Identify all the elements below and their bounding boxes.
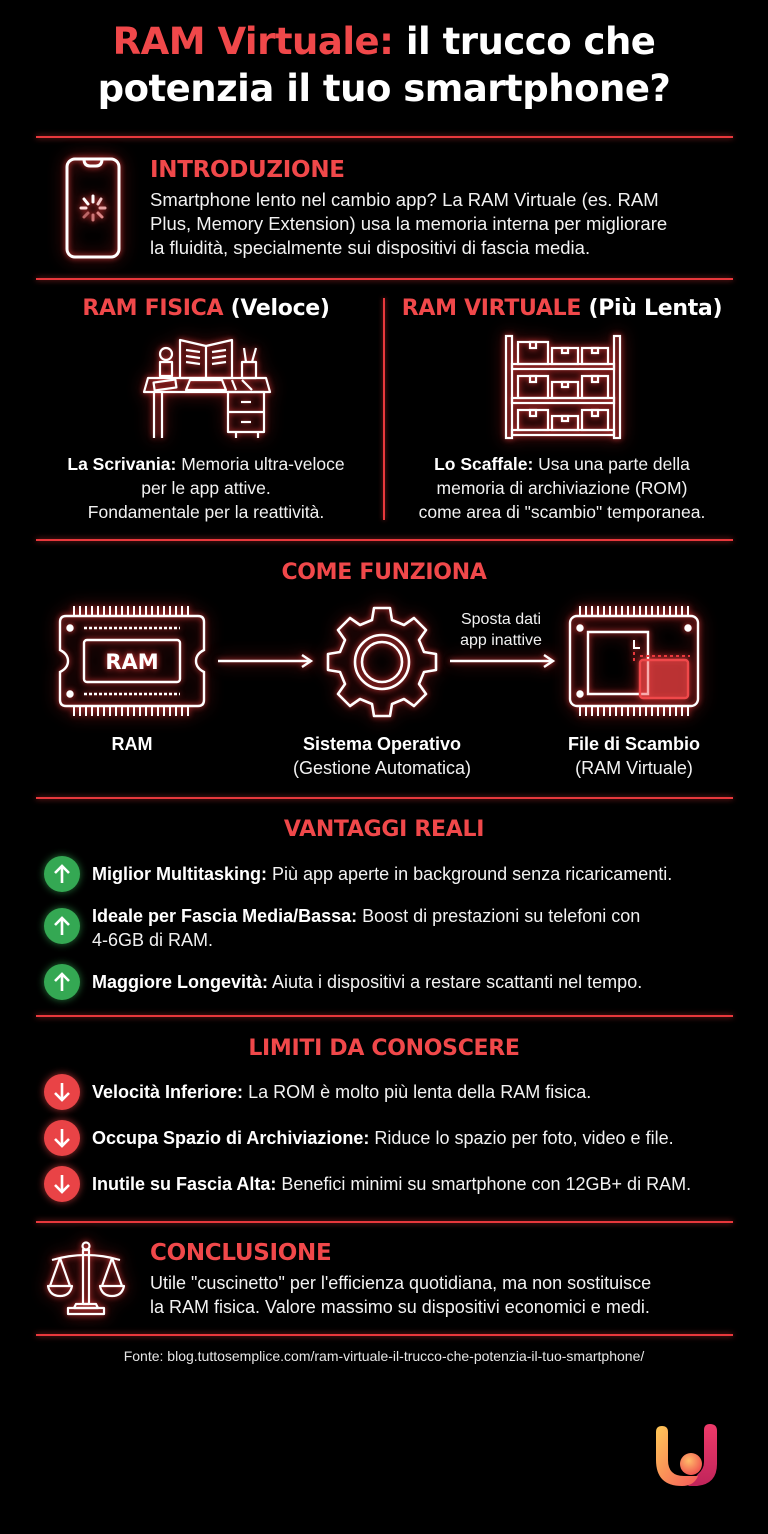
- conclusion-line: Utile "cuscinetto" per l'efficienza quotidiana, ma non sostituisce: [150, 1273, 652, 1293]
- step-ram: [56, 732, 208, 756]
- heading-white: (Veloce): [223, 296, 330, 321]
- desc-text: memoria di archiviazione (ROM): [436, 478, 688, 498]
- step-title: Sistema Operativo: [302, 734, 462, 754]
- desc-text: Usa una parte della: [533, 454, 690, 474]
- con-bold: Occupa Spazio di Archiviazione:: [92, 1128, 370, 1148]
- arrow-label-line: Sposta dati: [460, 611, 542, 628]
- step-title: File di Scambio: [567, 734, 701, 754]
- con-text: Riduce lo spazio per foto, video e file.: [369, 1128, 674, 1148]
- arrow-up-icon: [44, 908, 80, 944]
- vertical-divider: [383, 298, 385, 520]
- tuttosemplice-logo: [652, 1424, 724, 1499]
- pro-bold: Ideale per Fascia Media/Bassa:: [92, 906, 358, 926]
- shelf-icon: [504, 334, 622, 445]
- ram-fisica-desc: [36, 452, 376, 524]
- desc-text: Memoria ultra-veloce: [176, 454, 345, 474]
- step-swap: [544, 732, 724, 780]
- pros-heading: VANTAGGI REALI: [283, 817, 485, 842]
- heading-red: RAM FISICA: [82, 296, 224, 321]
- smartphone-loading-icon: [64, 156, 122, 265]
- intro-heading: INTRODUZIONE: [150, 157, 345, 183]
- con-text: Benefici minimi su smartphone con 12GB+ di RAM.: [276, 1174, 692, 1194]
- how-heading: COME FUNZIONA: [281, 560, 487, 585]
- gear-icon: [324, 604, 440, 725]
- ram-virtuale-panel: [392, 296, 732, 321]
- page-title: [0, 18, 768, 112]
- title-highlight: RAM Virtuale:: [112, 20, 394, 63]
- arrow-label: [448, 609, 554, 651]
- heading-red: RAM VIRTUALE: [401, 296, 582, 321]
- intro-line: Smartphone lento nel cambio app? La RAM Virtuale (es. RAM: [150, 189, 659, 210]
- step-os: [262, 732, 502, 780]
- divider: [36, 539, 733, 541]
- scales-icon: [46, 1240, 126, 1323]
- pro-text: Aiuta i dispositivi a restare scattanti nel tempo.: [268, 972, 643, 992]
- desc-text: come area di "scambio" temporanea.: [418, 502, 706, 522]
- pro-text: Più app aperte in background senza ricaricamenti.: [267, 864, 673, 884]
- step-sub: (RAM Virtuale): [575, 758, 693, 778]
- step-title: RAM: [111, 734, 153, 754]
- conclusion-text: [150, 1271, 740, 1319]
- divider: [36, 1015, 733, 1017]
- desc-text: Fondamentale per la reattività.: [87, 502, 325, 522]
- pro-item: [44, 964, 642, 1000]
- con-text: La ROM è molto più lenta della RAM fisica.: [243, 1082, 592, 1102]
- ram-virtuale-heading: [392, 296, 732, 321]
- ram-virtuale-desc: [392, 452, 732, 524]
- title-line-2: potenzia il tuo smartphone?: [97, 67, 671, 110]
- conclusion-line: la RAM fisica. Valore massimo su dispositivi economici e medi.: [150, 1297, 650, 1317]
- source-link[interactable]: Fonte: blog.tuttosemplice.com/ram-virtuale-il-trucco-che-potenzia-il-tuo-smartphone/: [123, 1348, 645, 1364]
- ram-chip-icon: [56, 604, 208, 723]
- arrow-down-icon: [44, 1074, 80, 1110]
- con-item: [44, 1166, 691, 1202]
- divider: [36, 1221, 733, 1223]
- arrow-down-icon: [44, 1120, 80, 1156]
- pro-bold: Maggiore Longevità:: [92, 972, 269, 992]
- desc-bold: La Scrivania:: [67, 454, 177, 474]
- con-item: [44, 1120, 674, 1156]
- con-item: [44, 1074, 591, 1110]
- arrow-up-icon: [44, 856, 80, 892]
- con-bold: Velocità Inferiore:: [92, 1082, 244, 1102]
- ram-fisica-panel: [36, 296, 376, 321]
- heading-white: (Più Lenta): [581, 296, 723, 321]
- divider: [36, 797, 733, 799]
- arrow-down-icon: [44, 1166, 80, 1202]
- desc-bold: Lo Scaffale:: [434, 454, 534, 474]
- desc-text: per le app attive.: [141, 478, 271, 498]
- pro-text: 4-6GB di RAM.: [92, 930, 214, 950]
- divider: [36, 278, 733, 280]
- intro-line: Plus, Memory Extension) usa la memoria interna per migliorare: [150, 213, 668, 234]
- arrow-icon: [218, 653, 314, 669]
- arrow-icon: [450, 653, 556, 669]
- ram-chip-label: RAM: [105, 650, 159, 674]
- pro-text: Boost di prestazioni su telefoni con: [357, 906, 641, 926]
- title-rest: il trucco che: [393, 20, 656, 63]
- step-sub: (Gestione Automatica): [292, 758, 472, 778]
- ram-fisica-heading: [36, 296, 376, 321]
- divider: [36, 136, 733, 138]
- desk-icon: [140, 332, 274, 447]
- intro-text: [150, 188, 730, 260]
- pro-item: [44, 908, 640, 952]
- pro-item: [44, 856, 672, 892]
- intro-line: la fluidità, specialmente sui dispositivi di fascia media.: [150, 237, 591, 258]
- pro-bold: Miglior Multitasking:: [92, 864, 267, 884]
- arrow-label-line: app inattive: [460, 632, 542, 649]
- con-bold: Inutile su Fascia Alta:: [92, 1174, 277, 1194]
- arrow-up-icon: [44, 964, 80, 1000]
- conclusion-heading: CONCLUSIONE: [150, 1240, 332, 1266]
- divider: [36, 1334, 733, 1336]
- cons-heading: LIMITI DA CONOSCERE: [248, 1036, 520, 1061]
- swap-file-chip-icon: [566, 604, 702, 723]
